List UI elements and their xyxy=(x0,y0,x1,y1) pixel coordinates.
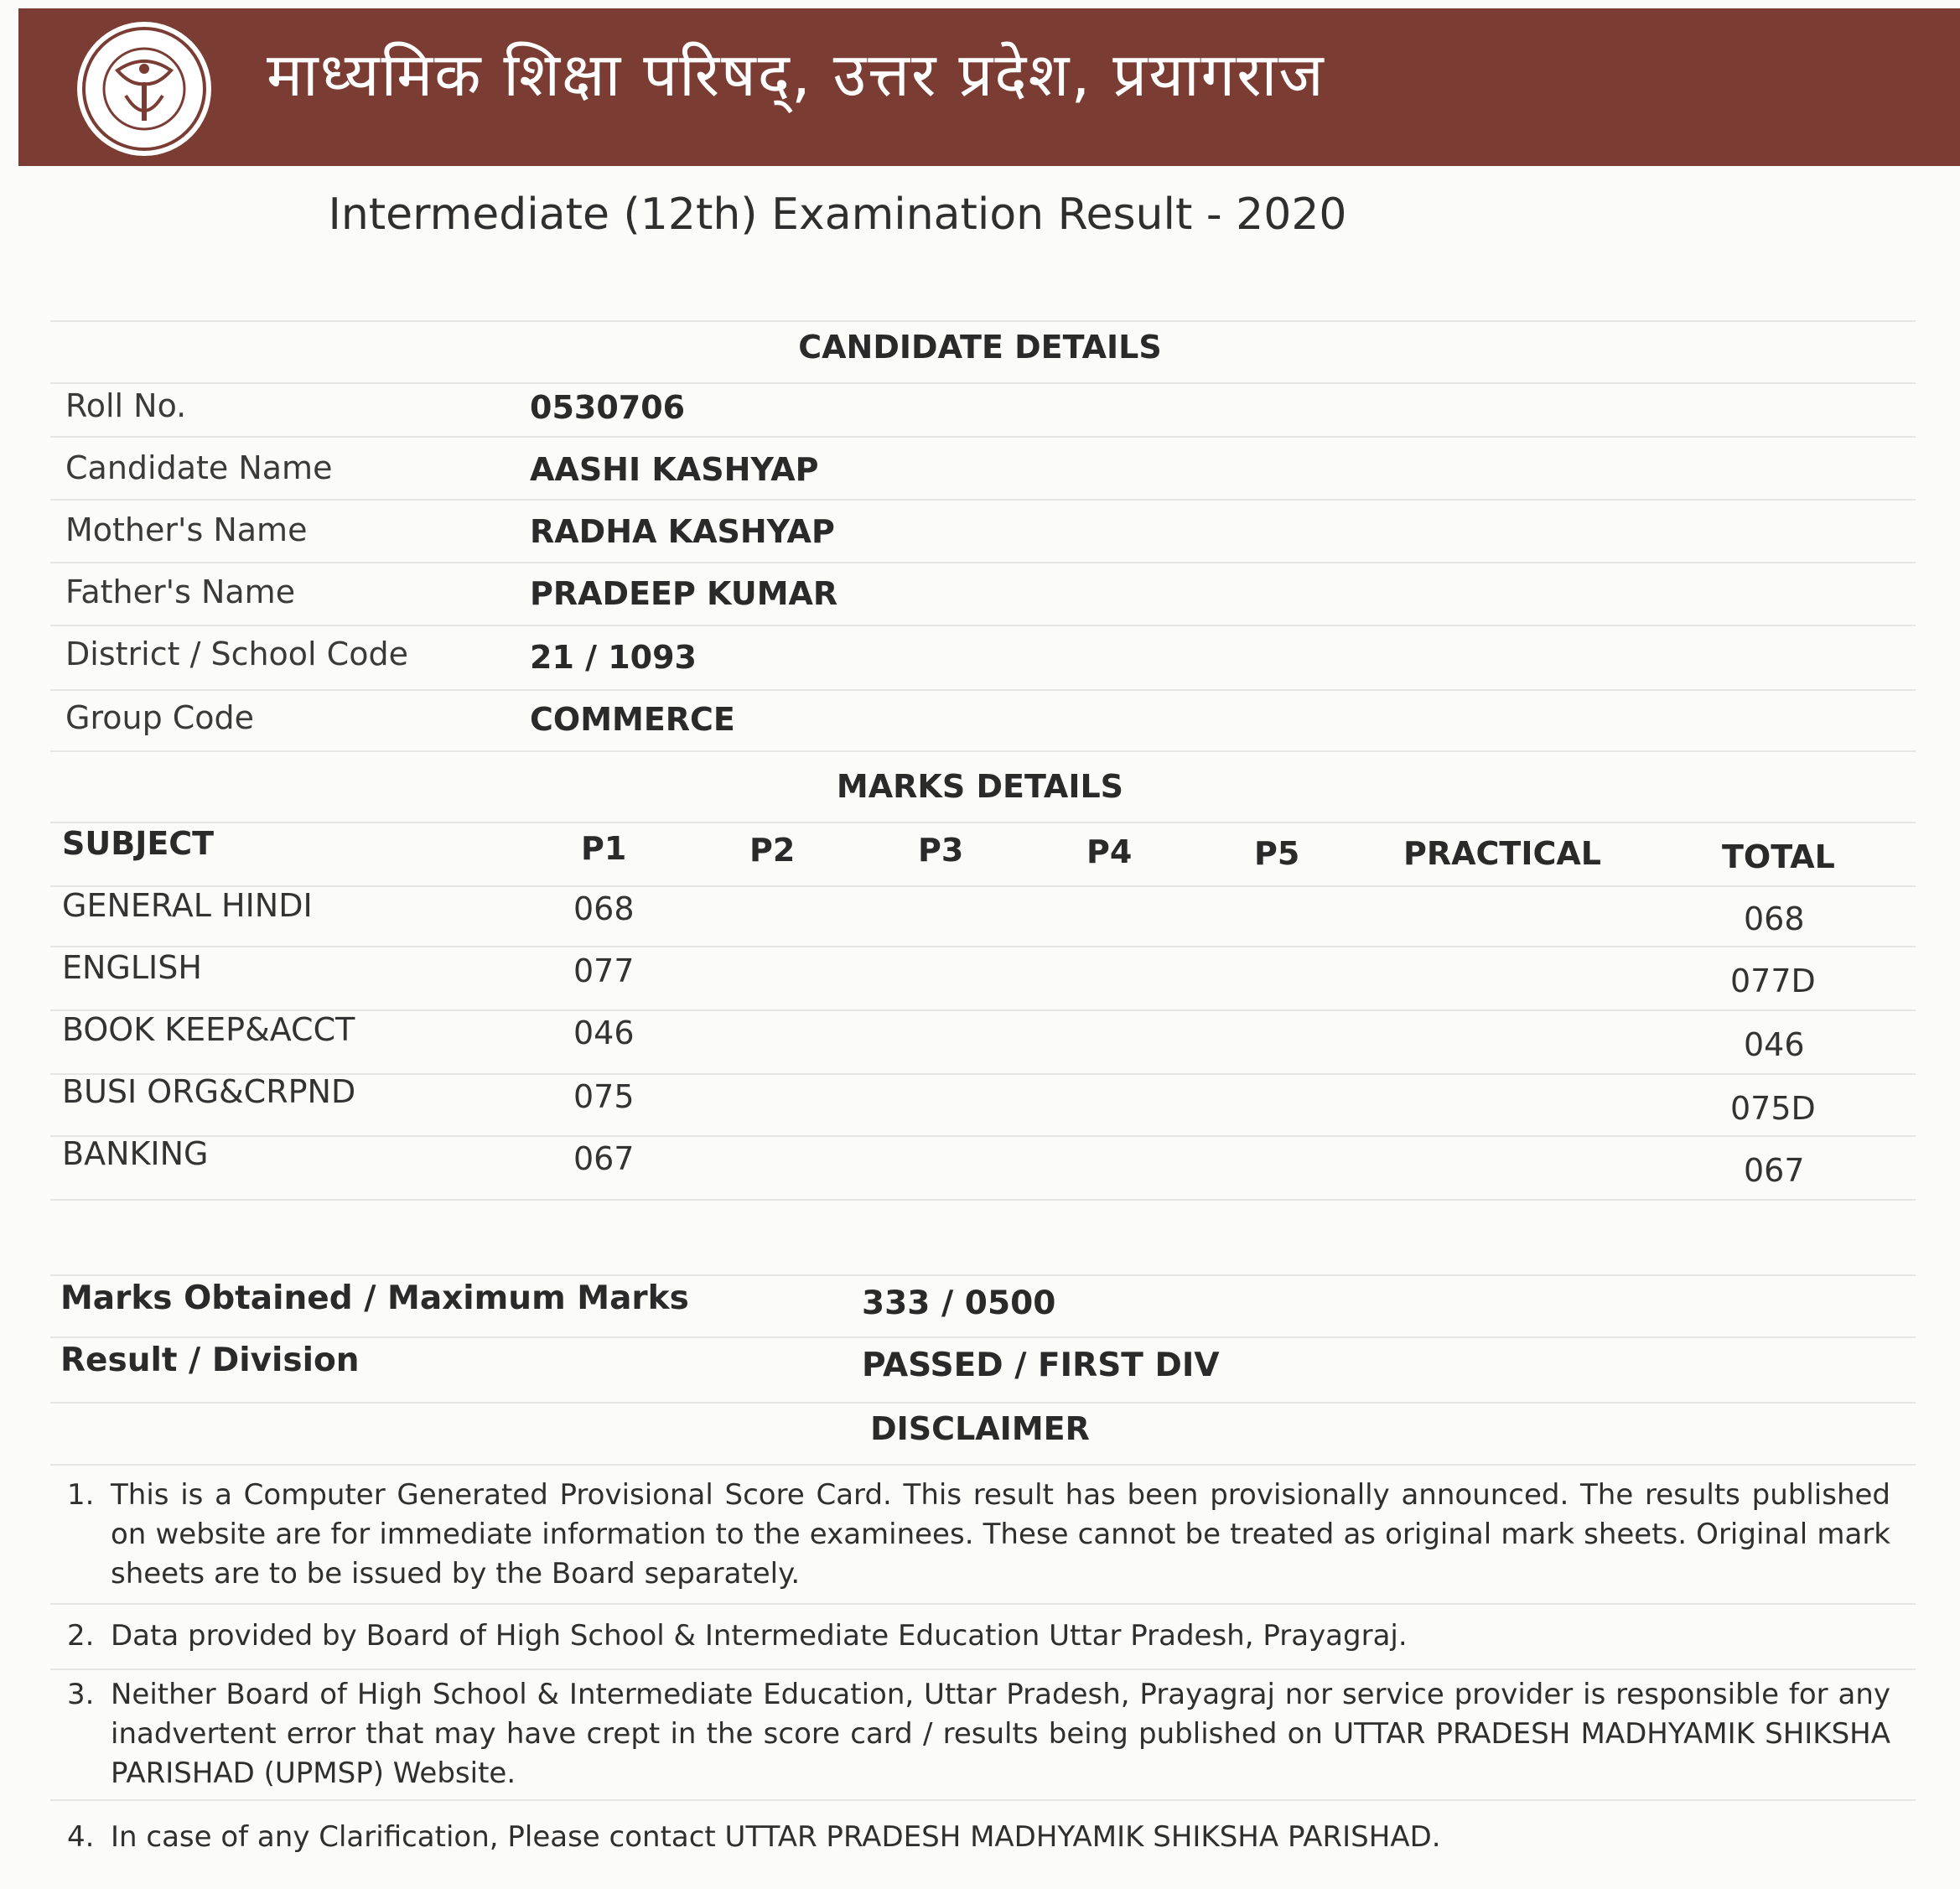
group-code-label: Group Code xyxy=(65,699,255,736)
disclaimer-number: 4. xyxy=(67,1820,95,1854)
mother-name-label: Mother's Name xyxy=(65,511,308,548)
divider xyxy=(50,946,1916,947)
table-row-p1: 075 xyxy=(573,1078,635,1115)
page-title xyxy=(0,189,1960,240)
column-header-total: TOTAL xyxy=(1722,838,1835,875)
table-row-subject: BOOK KEEP&ACCT xyxy=(62,1011,355,1048)
table-row-total: 068 xyxy=(1744,900,1805,937)
divider xyxy=(50,1603,1916,1605)
disclaimer-text: In case of any Clarification, Please contact UTTAR PRADESH MADHYAMIK SHIKSHA PARISHAD. xyxy=(111,1820,1441,1854)
table-row-p1: 077 xyxy=(573,952,635,989)
divider xyxy=(50,382,1916,384)
column-header-subject: SUBJECT xyxy=(62,825,215,862)
column-header-p2: P2 xyxy=(749,832,796,869)
candidate-name-label: Candidate Name xyxy=(65,449,333,486)
disclaimer-item xyxy=(67,1476,1890,1594)
board-name-hindi: माध्यमिक शिक्षा परिषद्, उत्तर प्रदेश, प्रयागराज xyxy=(267,39,1325,110)
result-division-value: PASSED / FIRST DIV xyxy=(862,1347,1220,1384)
table-row-p1: 067 xyxy=(573,1140,635,1177)
marks-details-heading: MARKS DETAILS xyxy=(836,768,1124,805)
table-row-total: 067 xyxy=(1744,1152,1805,1189)
divider xyxy=(50,1668,1916,1670)
father-name-label: Father's Name xyxy=(65,573,296,610)
group-code-value: COMMERCE xyxy=(530,701,735,738)
disclaimer-number: 1. xyxy=(67,1478,95,1512)
table-row-p1: 068 xyxy=(573,890,635,927)
father-name-value: PRADEEP KUMAR xyxy=(530,575,838,612)
divider xyxy=(50,1274,1916,1276)
table-row-subject: ENGLISH xyxy=(62,949,202,986)
marks-obtained-value: 333 / 0500 xyxy=(862,1284,1056,1322)
result-division-label: Result / Division xyxy=(60,1342,360,1379)
divider xyxy=(50,885,1916,887)
board-seal-logo xyxy=(74,18,215,159)
disclaimer-text: Neither Board of High School & Intermediate Education, Uttar Pradesh, Prayagraj nor service provider is responsible for any inadvertent error that may have crept in the score card / results being published on UTTAR PRADESH MADHYAMIK SHIKSHA PARISHAD (UPMSP) Website. xyxy=(111,1678,1890,1790)
district-school-code-label: District / School Code xyxy=(65,636,408,672)
disclaimer-item xyxy=(67,1818,1890,1857)
candidate-details-heading: CANDIDATE DETAILS xyxy=(798,329,1162,366)
roll-no-label: Roll No. xyxy=(65,387,187,424)
disclaimer-item xyxy=(67,1617,1890,1656)
divider xyxy=(50,1135,1916,1137)
column-header-p4: P4 xyxy=(1086,833,1133,870)
divider xyxy=(50,1336,1916,1338)
table-row-subject: BANKING xyxy=(62,1135,209,1172)
divider xyxy=(50,562,1916,563)
disclaimer-item xyxy=(67,1675,1890,1793)
disclaimer-text: This is a Computer Generated Provisional Score Card. This result has been provisionally announced. The results published on website are for immediate information to the examinees. These cannot be treated as original mark sheets. Original mark sheets are to be issued by the Board separately. xyxy=(111,1478,1890,1591)
column-header-p1: P1 xyxy=(581,830,627,867)
disclaimer-text: Data provided by Board of High School & Intermediate Education Uttar Pradesh, Prayagraj. xyxy=(111,1619,1408,1653)
divider xyxy=(50,499,1916,501)
column-header-p3: P3 xyxy=(918,832,964,869)
divider xyxy=(50,1799,1916,1801)
roll-no-value: 0530706 xyxy=(530,389,686,426)
divider xyxy=(50,1464,1916,1466)
divider xyxy=(50,822,1916,823)
divider xyxy=(50,436,1916,438)
divider xyxy=(50,689,1916,691)
district-school-code-value: 21 / 1093 xyxy=(530,639,697,676)
marks-obtained-label: Marks Obtained / Maximum Marks xyxy=(60,1279,689,1317)
table-row-p1: 046 xyxy=(573,1015,635,1051)
page-title-text: Intermediate (12th) Examination Result - 2020 xyxy=(328,189,1347,240)
mother-name-value: RADHA KASHYAP xyxy=(530,513,835,550)
divider xyxy=(50,1199,1916,1201)
divider xyxy=(50,1402,1916,1404)
disclaimer-heading: DISCLAIMER xyxy=(870,1410,1090,1447)
divider xyxy=(50,320,1916,322)
table-row-total: 075D xyxy=(1730,1090,1816,1127)
column-header-practical: PRACTICAL xyxy=(1403,835,1601,872)
table-row-subject: BUSI ORG&CRPND xyxy=(62,1073,356,1110)
table-row-total: 077D xyxy=(1730,963,1816,999)
table-row-subject: GENERAL HINDI xyxy=(62,887,313,924)
column-header-p5: P5 xyxy=(1254,835,1300,872)
candidate-name-value: AASHI KASHYAP xyxy=(530,451,819,488)
divider xyxy=(50,750,1916,752)
divider xyxy=(50,625,1916,626)
disclaimer-number: 2. xyxy=(67,1619,95,1653)
disclaimer-number: 3. xyxy=(67,1678,95,1711)
table-row-total: 046 xyxy=(1744,1026,1805,1063)
